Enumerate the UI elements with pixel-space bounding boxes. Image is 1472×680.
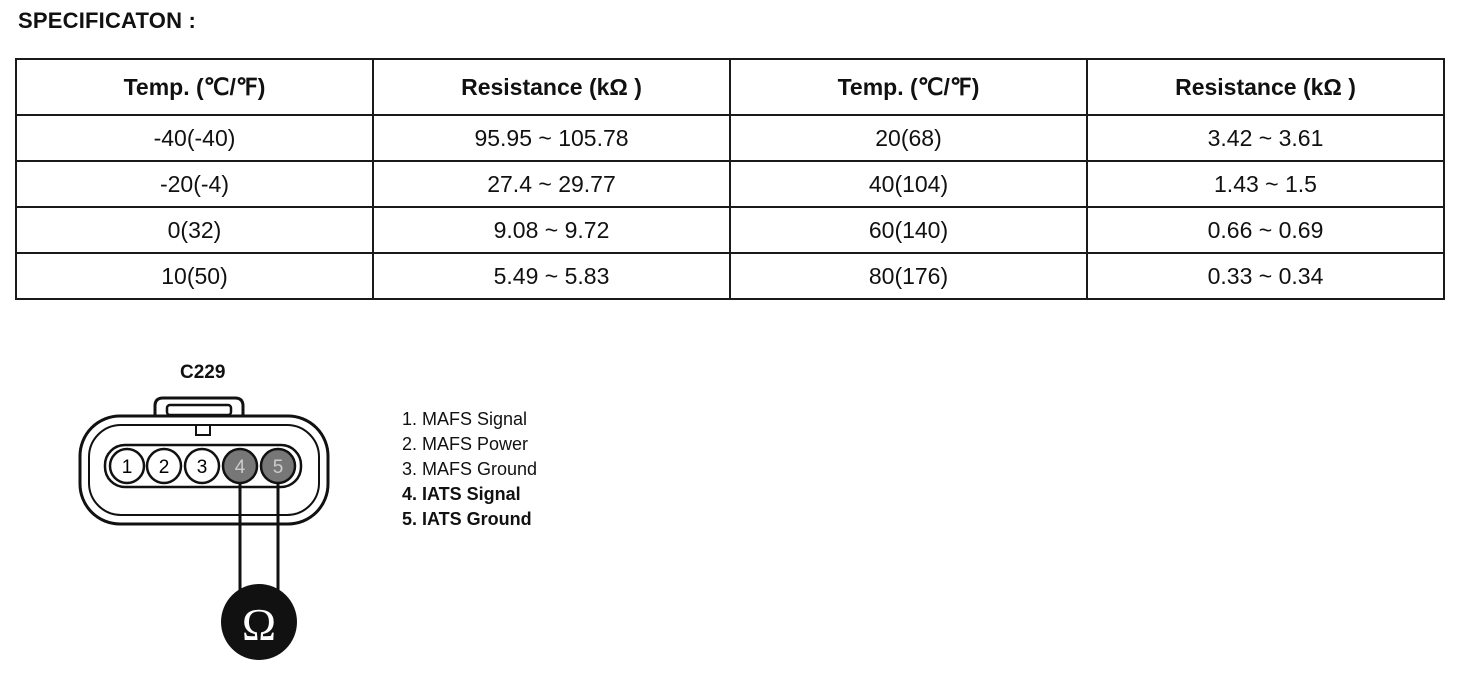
svg-text:3: 3: [196, 457, 208, 478]
table-cell: -40(-40): [16, 115, 373, 161]
spec-table: [15, 58, 1445, 300]
connector-latch-slot: [167, 405, 231, 415]
connector-key: [196, 425, 210, 435]
table-cell: -20(-4): [16, 161, 373, 207]
table-cell: 10(50): [16, 253, 373, 299]
table-row: [16, 115, 1444, 161]
pin-legend-item: 1. MAFS Signal: [402, 409, 528, 429]
table-cell: 9.08 ~ 9.72: [373, 207, 730, 253]
table-cell: 0(32): [16, 207, 373, 253]
pin-legend-item: 4. IATS Signal: [402, 484, 521, 504]
pin-5: [261, 449, 295, 483]
table-row: [16, 161, 1444, 207]
table-cell: 27.4 ~ 29.77: [373, 161, 730, 207]
column-header-resistance: Resistance (kΩ ): [373, 59, 730, 115]
table-row: [16, 207, 1444, 253]
ohmmeter-icon: [221, 584, 297, 660]
table-cell: 95.95 ~ 105.78: [373, 115, 730, 161]
column-header-temp: Temp. (℃/℉): [730, 59, 1087, 115]
svg-text:4: 4: [234, 457, 246, 478]
table-cell: 20(68): [730, 115, 1087, 161]
svg-text:Ω: Ω: [241, 599, 277, 650]
pin-legend-item: 5. IATS Ground: [402, 509, 532, 529]
table-cell: 40(104): [730, 161, 1087, 207]
table-cell: 0.33 ~ 0.34: [1087, 253, 1444, 299]
page-title: SPECIFICATON :: [18, 8, 196, 33]
connector-diagram: [75, 392, 335, 667]
table-cell: 0.66 ~ 0.69: [1087, 207, 1444, 253]
svg-text:1: 1: [121, 457, 133, 478]
pin-legend: [402, 407, 537, 532]
column-header-resistance: Resistance (kΩ ): [1087, 59, 1444, 115]
column-header-temp: Temp. (℃/℉): [16, 59, 373, 115]
table-cell: 5.49 ~ 5.83: [373, 253, 730, 299]
pin-legend-item: 2. MAFS Power: [402, 434, 529, 454]
table-cell: 80(176): [730, 253, 1087, 299]
pin-4: [223, 449, 257, 483]
table-row: [16, 253, 1444, 299]
table-cell: 3.42 ~ 3.61: [1087, 115, 1444, 161]
svg-text:5: 5: [272, 457, 284, 478]
table-cell: 60(140): [730, 207, 1087, 253]
pin-2: [147, 449, 181, 483]
table-cell: 1.43 ~ 1.5: [1087, 161, 1444, 207]
pin-3: [185, 449, 219, 483]
connector-label: C229: [180, 362, 226, 383]
pin-1: [110, 449, 144, 483]
pin-legend-item: 3. MAFS Ground: [402, 459, 538, 479]
table-header-row: [16, 59, 1444, 115]
svg-text:2: 2: [158, 457, 170, 478]
